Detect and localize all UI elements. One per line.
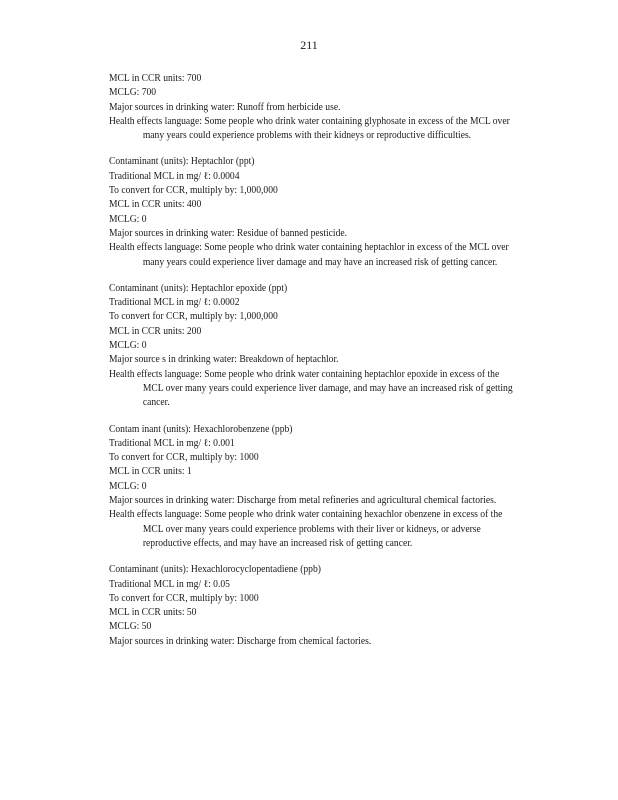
entry-line: MCL in CCR units: 400 (109, 199, 202, 211)
contaminant-entry (109, 423, 515, 552)
entry-line: To convert for CCR, multiply by: 1,000,000 (109, 185, 278, 197)
entry-line: Contam inant (units): Hexachlorobenzene (ppb) (109, 423, 293, 435)
health-effects-paragraph: Health effects language: Some people who drink water containing glyphosate in excess of the MCL over many years could experience problems with their kidneys or reproductive difficulties. (109, 115, 510, 142)
entry-line: Major sources in drinking water: Runoff from herbicide use. (109, 101, 341, 113)
entry-line: MCL in CCR units: 200 (109, 325, 202, 337)
entry-line: To convert for CCR, multiply by: 1,000,000 (109, 311, 278, 323)
health-effects-paragraph: Health effects language: Some people who drink water containing hexachlor obenzene in excess of the MCL over many years could experience problems with their liver or kidneys, or adverse reproductive effects, and may have an increased risk of getting cancer. (109, 509, 503, 549)
entry-line: MCL in CCR units: 700 (109, 73, 202, 84)
entry-line: MCLG: 50 (109, 621, 152, 633)
health-effects-paragraph: Health effects language: Some people who drink water containing heptachlor epoxide in excess of the MCL over many years could experience liver damage, and may have an increased risk of getting cancer. (109, 368, 513, 409)
page-number: 211 (300, 38, 318, 52)
contaminant-entry (109, 563, 515, 649)
entry-line: To convert for CCR, multiply by: 1000 (109, 592, 259, 604)
entry-line: Major sources in drinking water: Discharge from chemical factories. (109, 635, 372, 647)
entry-line: MCLG: 0 (109, 340, 147, 352)
document-body (109, 72, 515, 661)
entry-line: MCLG: 0 (109, 213, 147, 225)
entry-line: Contaminant (units): Heptachlor (ppt) (109, 156, 255, 168)
entry-line: MCL in CCR units: 50 (109, 607, 197, 619)
entry-line: MCLG: 0 (109, 480, 147, 492)
major-sources-paragraph: Major sources in drinking water: Discharge from metal refineries and agricultural chemical factories. (109, 495, 497, 507)
health-effects-paragraph: Health effects language: Some people who drink water containing heptachlor in excess of the MCL over many years could experience liver damage and may have an increased risk of getting cancer. (109, 242, 509, 268)
entry-line: MCLG: 700 (109, 87, 157, 99)
contaminant-entry (109, 282, 515, 411)
entry-line: Traditional MCL in mg/ ℓ: 0.001 (109, 437, 235, 449)
contaminant-entry (109, 155, 515, 269)
entry-line: Traditional MCL in mg/ ℓ: 0.0002 (109, 297, 240, 309)
entry-line: To convert for CCR, multiply by: 1000 (109, 452, 259, 464)
contaminant-entry (109, 72, 515, 143)
entry-line: Traditional MCL in mg/ ℓ: 0.05 (109, 578, 230, 590)
entry-line: MCL in CCR units: 1 (109, 466, 192, 478)
entry-line: Major source s in drinking water: Breakdown of heptachlor. (109, 354, 339, 366)
entry-line: Traditional MCL in mg/ ℓ: 0.0004 (109, 170, 240, 182)
entry-line: Contaminant (units): Hexachlorocyclopentadiene (ppb) (109, 564, 321, 576)
entry-line: Major sources in drinking water: Residue of banned pesticide. (109, 227, 348, 239)
entry-line: Contaminant (units): Heptachlor epoxide (ppt) (109, 282, 288, 294)
